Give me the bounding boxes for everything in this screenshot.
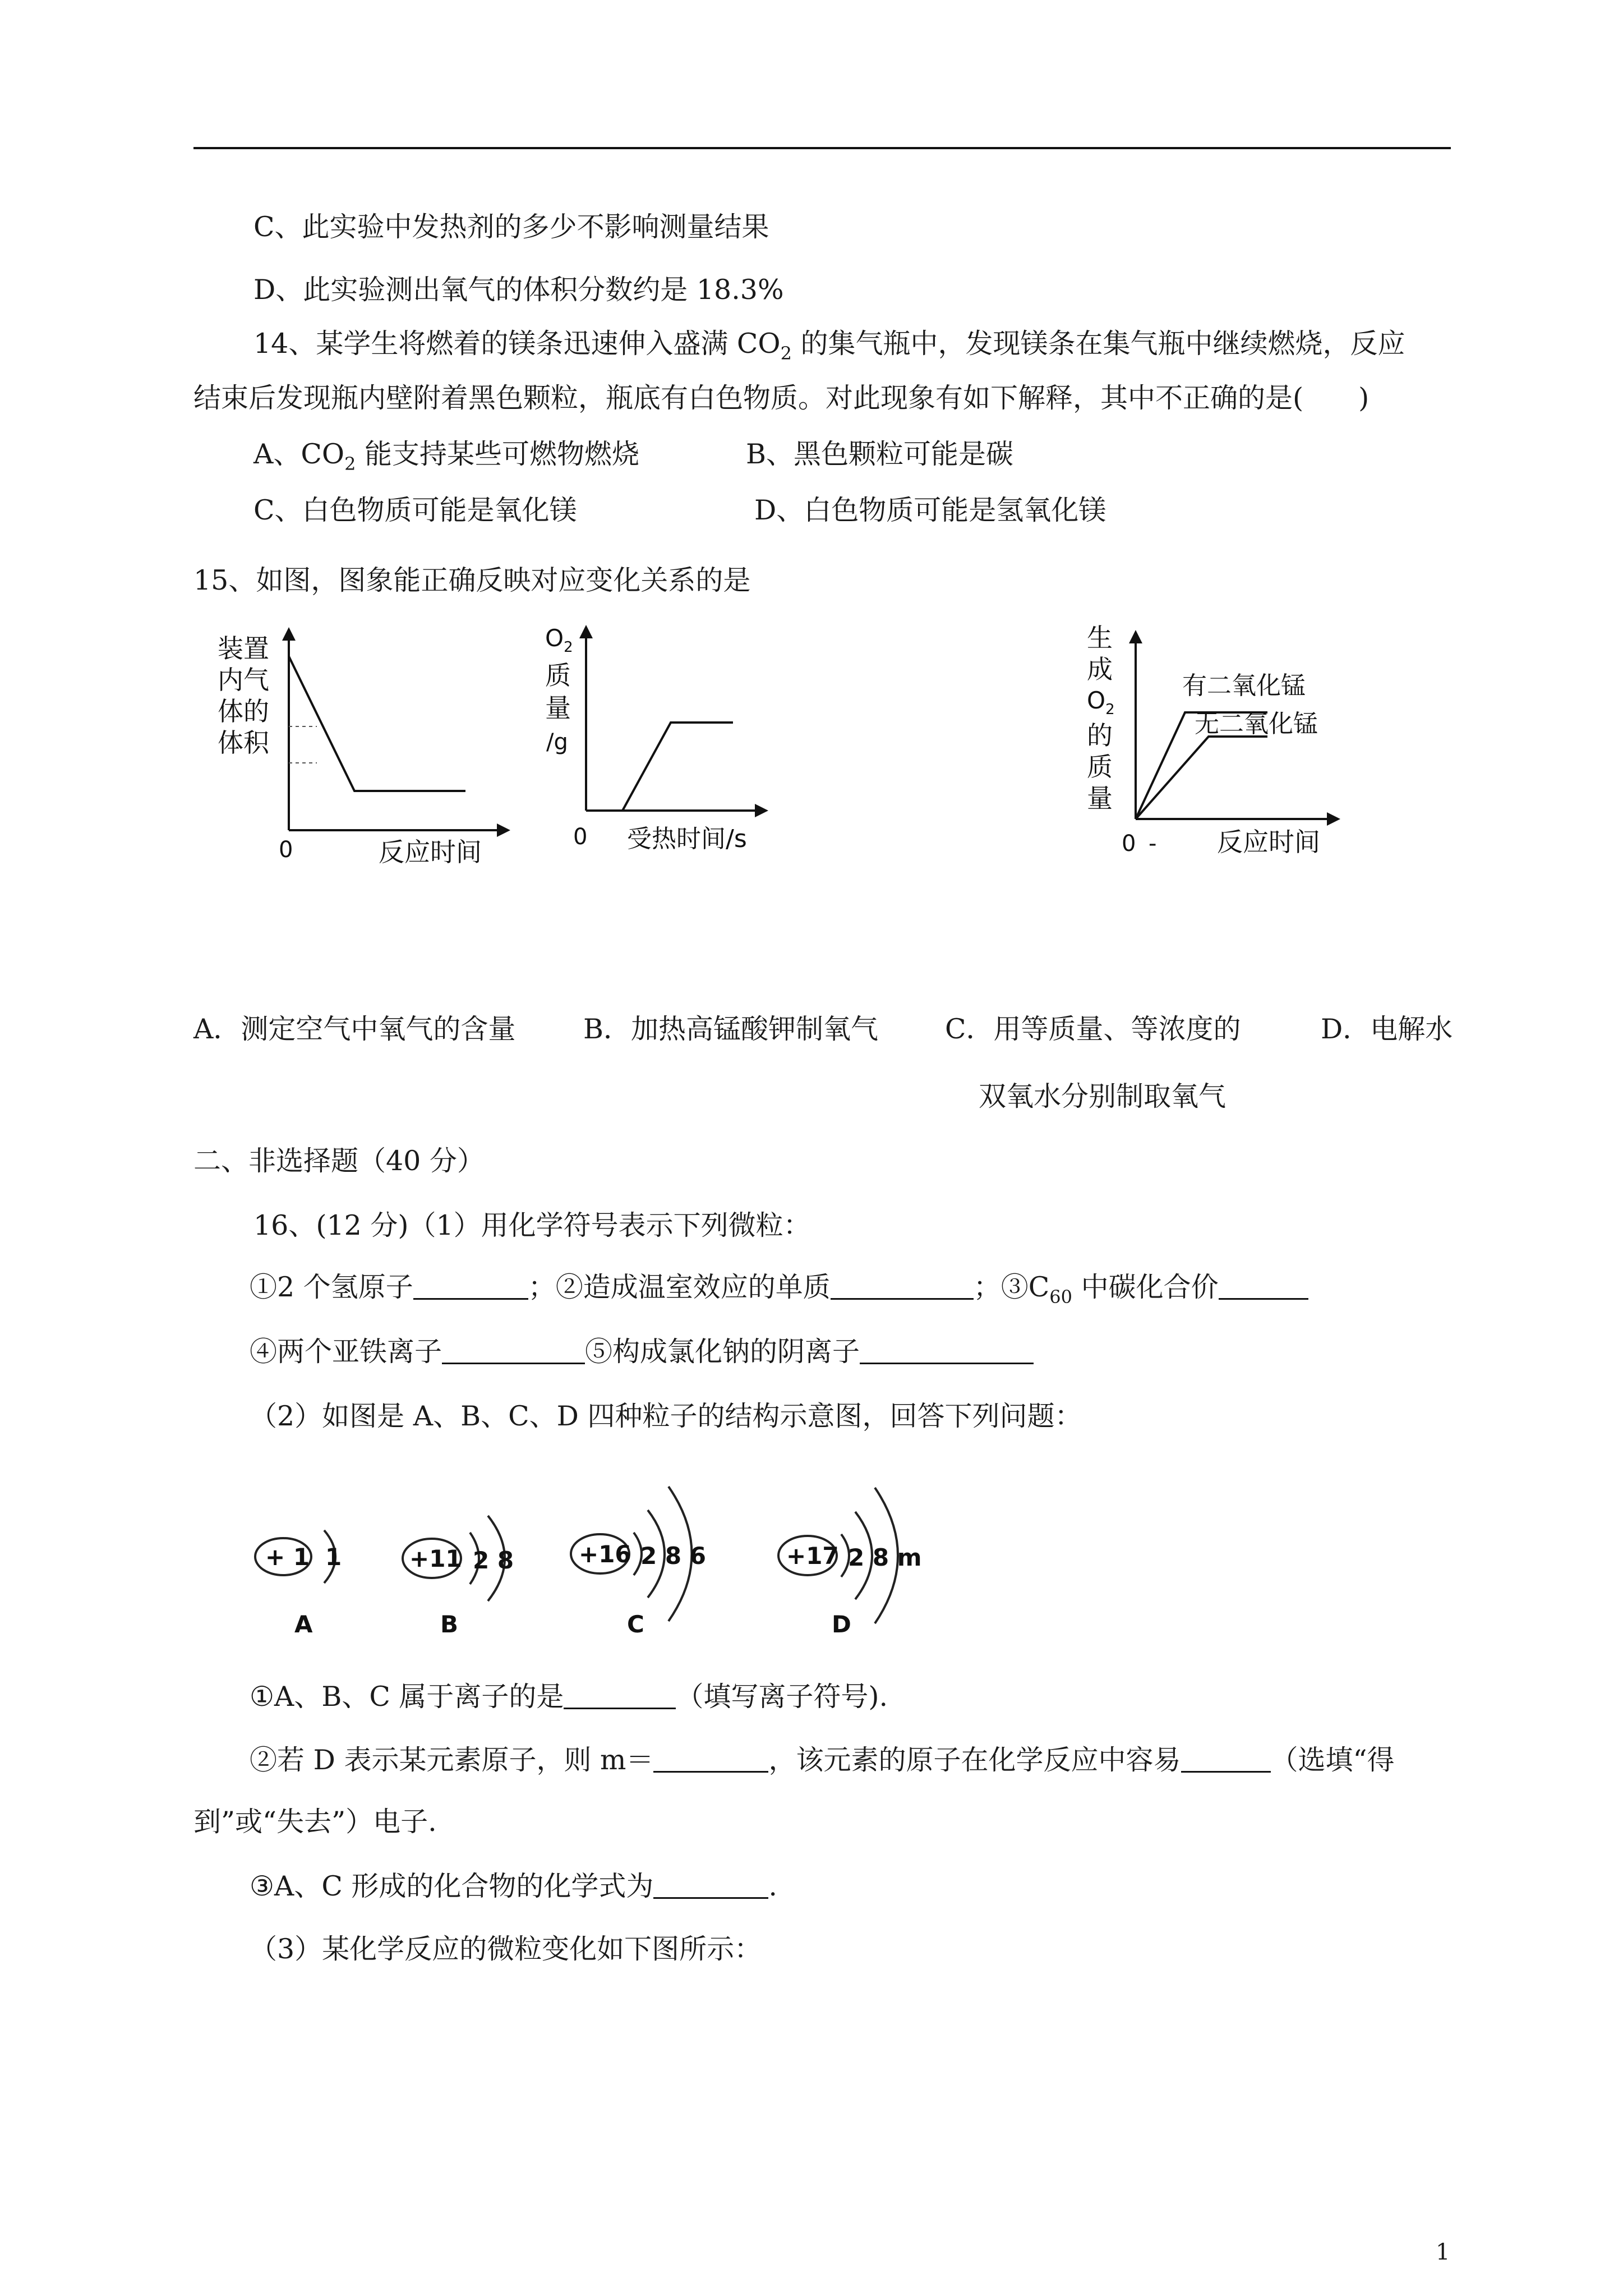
answer-blank	[1181, 1749, 1271, 1773]
q15-option-a: A．测定空气中氧气的含量	[193, 1013, 516, 1045]
graph-b-ylabel-2: 量	[545, 693, 571, 723]
answer-blank	[831, 1276, 974, 1300]
svg-text:+17: +17	[786, 1542, 839, 1570]
q16-stem: 16、(12 分)（1）用化学符号表示下列微粒：	[253, 1209, 811, 1241]
atom-c-label: C	[627, 1611, 644, 1638]
graph-c-ylabel-4: 质	[1087, 752, 1113, 782]
answer-blank	[653, 1749, 768, 1773]
graph-c-series-2-label: 无二氧化锰	[1195, 710, 1318, 738]
atom-structure-diagrams	[241, 1464, 987, 1655]
q15-option-c-line-2: 双氧水分别制取氧气	[979, 1080, 1227, 1112]
atom-c-electrons: 2 8 6	[640, 1542, 706, 1570]
q16-part2-q2-line-1: ②若 D 表示某元素原子，则 m＝ ，该元素的原子在化学反应中容易 （选填“得	[250, 1744, 1395, 1776]
graph-b-origin: 0	[573, 824, 588, 850]
atom-d-electrons: 2 8 m	[848, 1544, 922, 1571]
graph-c	[1082, 620, 1363, 872]
graph-c-y-arrow	[1129, 630, 1142, 643]
q15-stem: 15、如图，图象能正确反映对应变化关系的是	[193, 564, 751, 596]
q14-line-1: 14、某学生将燃着的镁条迅速伸入盛满 $CO_2$ 的集气瓶中，发现镁条在集气瓶中继续燃烧，反应	[253, 328, 1405, 364]
svg-text:+11: +11	[409, 1545, 462, 1572]
atom-b	[403, 1516, 514, 1638]
svg-text:+16: +16	[579, 1540, 631, 1568]
q14-option-b: B、黑色颗粒可能是碳	[746, 438, 1014, 470]
q13-option-c: C、此实验中发热剂的多少不影响测量结果	[253, 211, 769, 243]
q14-option-d: D、白色物质可能是氢氧化镁	[754, 494, 1106, 526]
graph-c-xlabel: 反应时间	[1217, 827, 1320, 857]
q16-part2-q2-line-2: 到”或“失去”）电子.	[193, 1806, 437, 1838]
graph-b-y-arrow	[579, 625, 593, 638]
svg-text:+ 1: + 1	[265, 1543, 310, 1571]
q16-part1-line-2: ④两个亚铁离子 ⑤构成氯化钠的阴离子	[250, 1338, 1034, 1365]
graph-a-origin: 0	[279, 837, 293, 863]
q15-option-c-line-1: C．用等质量、等浓度的	[945, 1013, 1241, 1045]
graph-a-y-arrow	[282, 627, 296, 641]
graph-c-origin-mark: -	[1149, 831, 1157, 857]
graph-a-ylabel-3: 体的	[218, 696, 269, 726]
graph-b-curve	[623, 723, 733, 811]
q16-part3-stem: （3）某化学反应的微粒变化如下图所示：	[250, 1933, 762, 1965]
graph-c-x-arrow	[1327, 812, 1340, 826]
atom-d	[778, 1488, 921, 1638]
graph-c-ylabel-3: 的	[1087, 720, 1113, 751]
answer-blank	[564, 1685, 676, 1709]
atom-a	[255, 1530, 342, 1638]
header-rule	[193, 147, 1451, 149]
q15-option-b: B．加热高锰酸钾制氧气	[583, 1013, 879, 1045]
atom-d-label: D	[832, 1611, 851, 1638]
graph-c-series-1-label: 有二氧化锰	[1182, 671, 1306, 700]
q16-part2-stem: （2）如图是 A、B、C、D 四种粒子的结构示意图，回答下列问题：	[250, 1400, 1082, 1432]
section-2-heading: 二、非选择题（40 分）	[193, 1145, 485, 1177]
graph-c-origin: 0	[1122, 831, 1136, 857]
answer-blank	[860, 1340, 1034, 1364]
graph-c-ylabel-1: 生	[1087, 623, 1113, 653]
graph-a-ylabel-4: 体积	[218, 728, 269, 758]
answer-blank	[1219, 1276, 1308, 1300]
graph-c-ylabel-5: 量	[1087, 783, 1113, 813]
graph-b-unit: /g	[546, 729, 568, 755]
atom-a-label: A	[294, 1611, 313, 1638]
answer-blank	[442, 1340, 585, 1364]
answer-blank	[413, 1276, 528, 1300]
q16-part2-q1: ①A、B、C 属于离子的是 （填写离子符号).	[250, 1681, 888, 1713]
graph-c-ylabel-2: 成	[1087, 654, 1113, 684]
q14-option-a: A、$CO_2$ 能支持某些可燃物燃烧	[253, 438, 639, 475]
q14-line-2: 结束后发现瓶内壁附着黑色颗粒，瓶底有白色物质。对此现象有如下解释，其中不正确的是( )	[193, 382, 1370, 414]
atom-b-electrons: 2 8	[473, 1547, 514, 1574]
graph-a-xlabel: 反应时间	[379, 837, 482, 867]
graph-a	[208, 623, 522, 869]
q15-option-d: D．电解水	[1321, 1013, 1453, 1045]
graph-c-ylabel-o: $O_2$	[1087, 687, 1115, 718]
graph-a-x-arrow	[497, 823, 510, 837]
graph-b-xlabel: 受热时间/s	[627, 825, 747, 853]
q16-part2-q3: ③A、C 形成的化合物的化学式为 .	[250, 1870, 777, 1902]
atom-b-label: B	[440, 1611, 459, 1638]
graph-a-curve	[289, 656, 465, 791]
graph-b-ylabel-o: $O_2$	[545, 624, 573, 656]
atom-c	[571, 1487, 706, 1638]
graph-b-x-arrow	[755, 804, 768, 817]
q14-option-c: C、白色物质可能是氧化镁	[253, 494, 577, 526]
graph-a-ylabel-1: 装置	[218, 633, 269, 664]
q13-option-d: D、此实验测出氧气的体积分数约是 18.3%	[253, 274, 784, 306]
atom-a-electrons: 1	[325, 1543, 342, 1571]
graph-b	[538, 617, 796, 864]
graph-a-ylabel-2: 内气	[218, 665, 269, 695]
q16-part1-line-1: ①2 个氢原子 ；②造成温室效应的单质 ；$③C_{60}$ 中碳化合价	[250, 1273, 1308, 1306]
graph-b-ylabel-1: 质	[545, 660, 571, 691]
page-number: 1	[1436, 2239, 1450, 2265]
answer-blank	[653, 1875, 768, 1899]
